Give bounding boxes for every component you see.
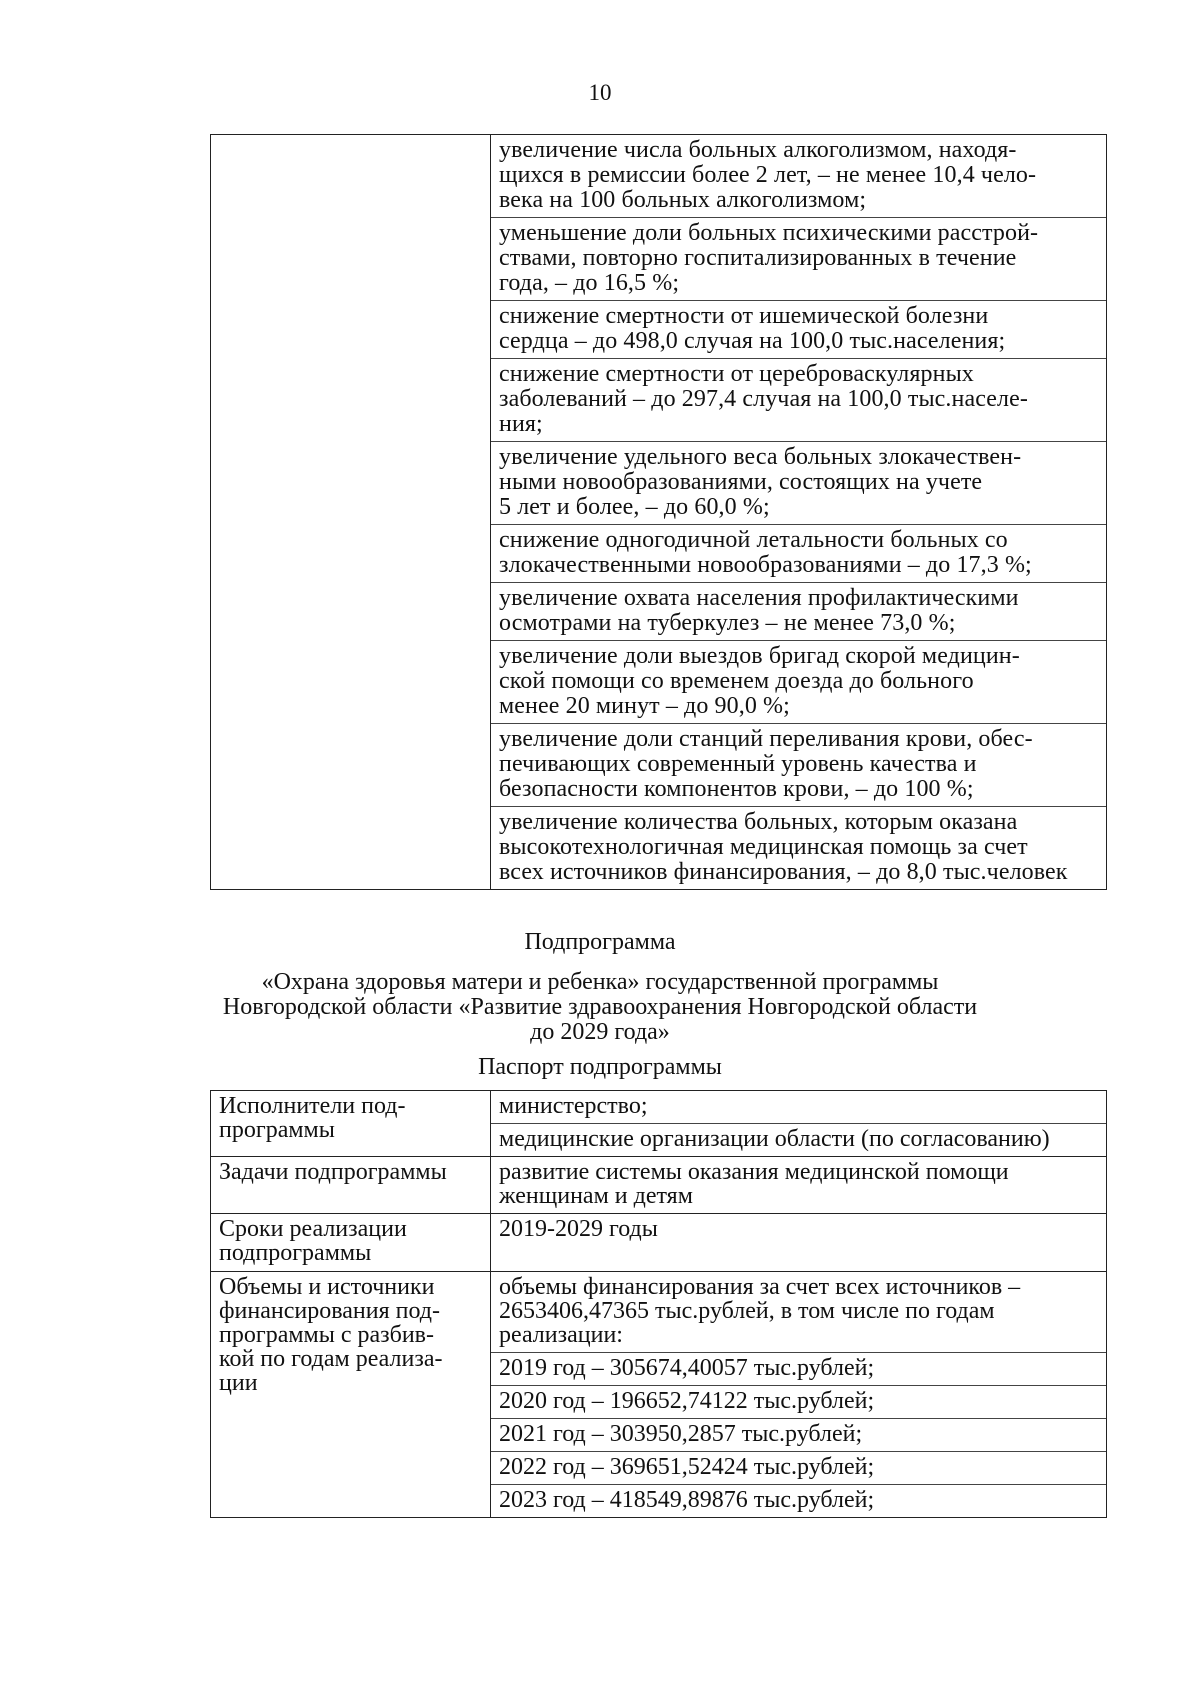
funding-year: 2019 год – 305674,40057 тыс.рублей; — [491, 1353, 1106, 1386]
indicator-item: снижение одногодичной летальности больных со злокачественными новообразованиями – до 17,3 %; — [491, 525, 1106, 583]
indicator-item: увеличение числа больных алкоголизмом, находя- щихся в ремиссии более 2 лет, – не менее 10,4 чело- века на 100 больных алкоголизмом; — [491, 135, 1106, 218]
tasks-value: развитие системы оказания медицинской помощи женщинам и детям — [491, 1157, 1107, 1214]
passport-table — [210, 1090, 1107, 1518]
subprogram-title: «Охрана здоровья матери и ребенка» государственной программы Новгородской области «Развитие здравоохранения Новгородской области до 2029 года» — [222, 969, 978, 1045]
indicators-continuation-table — [210, 134, 1107, 890]
funding-year: 2021 год – 303950,2857 тыс.рублей; — [491, 1419, 1106, 1452]
table-row — [211, 1214, 1107, 1272]
funding-summary: объемы финансирования за счет всех источников – 2653406,47365 тыс.рублей, в том числе по годам реализации: — [491, 1272, 1106, 1353]
indicator-item: уменьшение доли больных психическими расстрой- ствами, повторно госпитализированных в течение года, – до 16,5 %; — [491, 218, 1106, 301]
indicator-item: увеличение удельного веса больных злокачествен- ными новообразованиями, состоящих на учете 5 лет и более, – до 60,0 %; — [491, 442, 1106, 525]
indicator-item: увеличение доли выездов бригад скорой медицин- ской помощи со временем доезда до больного менее 20 минут – до 90,0 %; — [491, 641, 1106, 724]
funding-year: 2022 год – 369651,52424 тыс.рублей; — [491, 1452, 1106, 1485]
funding-year: 2020 год – 196652,74122 тыс.рублей; — [491, 1386, 1106, 1419]
funding-value — [491, 1272, 1107, 1518]
passport-heading: Паспорт подпрограммы — [478, 1054, 722, 1080]
table-row — [211, 1272, 1107, 1518]
indicator-item: снижение смертности от цереброваскулярных заболеваний – до 297,4 случая на 100,0 тыс.населе- ния; — [491, 359, 1106, 442]
subprogram-heading: Подпрограмма — [524, 929, 676, 955]
indicator-item: увеличение охвата населения профилактическими осмотрами на туберкулез – не менее 73,0 %; — [491, 583, 1106, 641]
table-row — [211, 1091, 1107, 1157]
executors-label: Исполнители под- программы — [211, 1091, 491, 1157]
terms-label: Сроки реализации подпрограммы — [211, 1214, 491, 1272]
indicators-cell — [491, 135, 1107, 890]
terms-value: 2019-2029 годы — [491, 1214, 1107, 1272]
page-number: 10 — [588, 80, 612, 105]
funding-year: 2023 год – 418549,89876 тыс.рублей; — [499, 1487, 875, 1513]
tasks-label: Задачи подпрограммы — [211, 1157, 491, 1214]
funding-label: Объемы и источники финансирования под- программы с разбив- кой по годам реализа- ции — [211, 1272, 491, 1518]
executors-value: министерство; медицинские организации области (по согласованию) — [491, 1091, 1107, 1157]
indicator-item: увеличение доли станций переливания крови, обес- печивающих современный уровень качества и безопасности компонентов крови, – до 100 %; — [491, 724, 1106, 807]
indicator-list — [491, 135, 1106, 889]
indicator-item: снижение смертности от ишемической болезни сердца – до 498,0 случая на 100,0 тыс.населения; — [491, 301, 1106, 359]
indicator-item: увеличение количества больных, которым оказана высокотехнологичная медицинская помощь за счет всех источников финансирования, – до 8,0 тыс.человек — [499, 809, 1068, 885]
table-row — [211, 1157, 1107, 1214]
empty-label-cell — [211, 135, 491, 890]
